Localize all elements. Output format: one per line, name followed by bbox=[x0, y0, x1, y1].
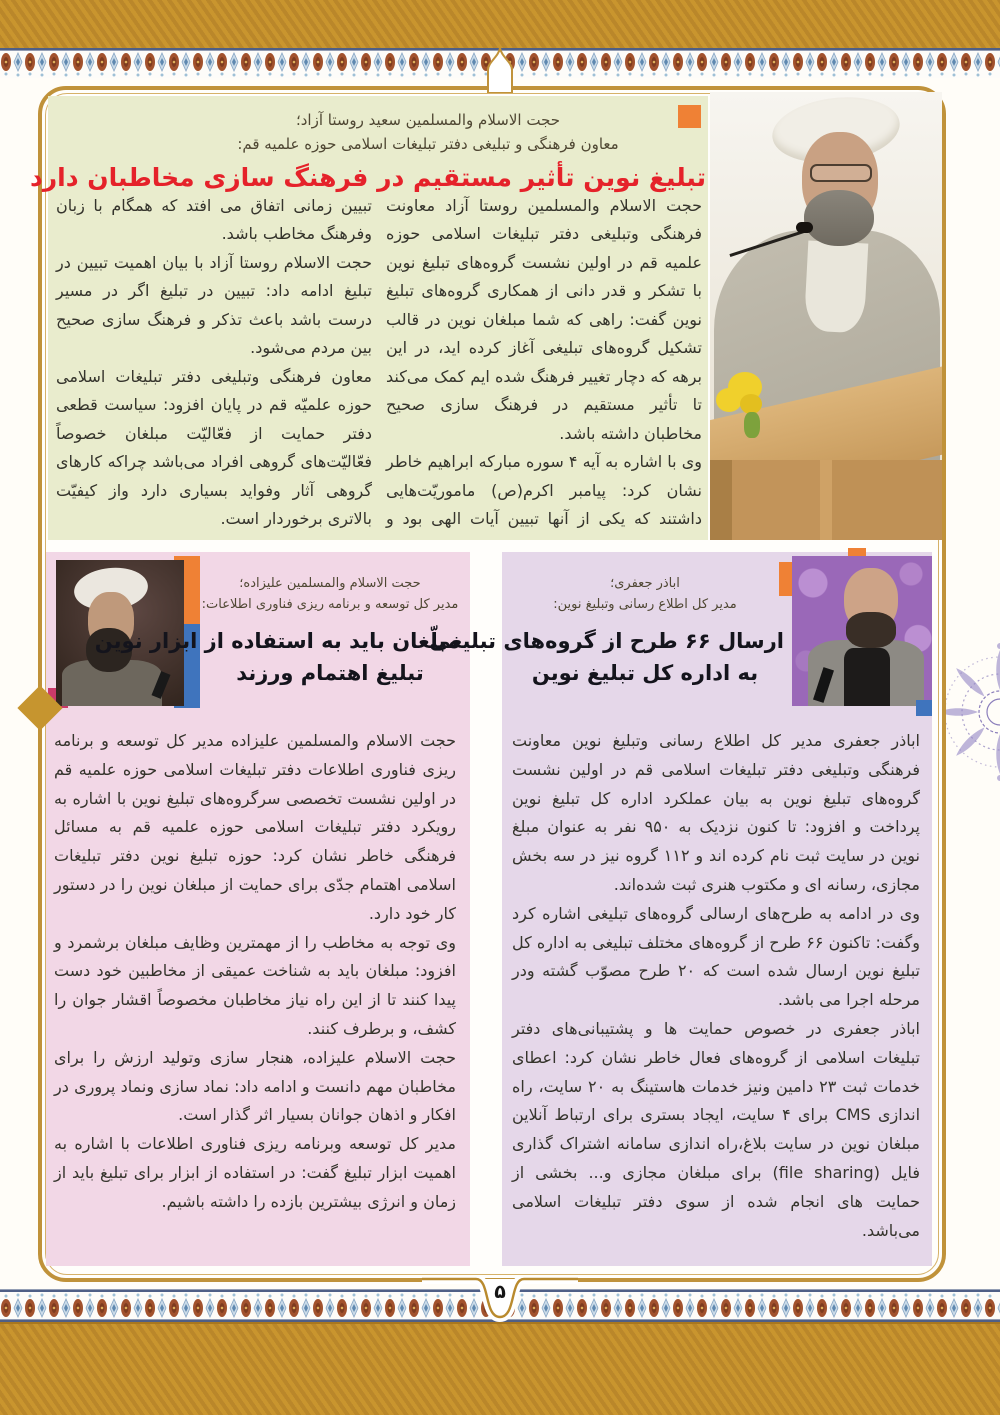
photo-beard bbox=[804, 190, 874, 246]
article-right-title-line1: ارسال ۶۶ طرح از گروه‌های تبلیغی bbox=[429, 628, 784, 653]
article-left-header bbox=[94, 574, 460, 690]
article-main-paragraph: وی با اشاره به آیه ۴ سوره مبارکه ابراهیم خاطر نشان کرد: پیامبر اکرم(ص) ماموریّت‌هایی داشتند که یکی از آنها تبیین آیات الهی بود و تبیین زمانی اتفاق می افتد که همگام با زبان وفرهنگ مخاطب باشد. bbox=[56, 196, 702, 529]
article-left-kicker1: حجت الاسلام والمسلمین علیزاده؛ bbox=[239, 576, 421, 591]
article-main-paragraph: حجت الاسلام روستا آزاد با بیان اهمیت تبیین در تبلیغ ادامه داد: تبیین در تبلیغ اگر در مسیر درست باشد باعث تذکر و فرهنگ سازی صحیح بین مردم می‌شود. bbox=[56, 252, 372, 358]
article-left-paragraph: حجت الاسلام علیزاده، هنجار سازی وتولید ارزش را برای مخاطبان مهم دانست و ادامه داد: نماد سازی ونماد پروری در افکار و اذهان جوانان بسیار اثر گذار است. bbox=[54, 1047, 456, 1125]
article-left-paragraph: حجت الاسلام والمسلمین علیزاده مدیر کل توسعه و برنامه ریزی فناوری اطلاعات دفتر تبلیغات اسلامی حوزه علمیه قم در اولین نشست تخصصی سرگروه‌های تبلیغ نوین با اشاره به رویکرد دفتر تبلیغات اسلامی حوزه علمیه قم به مسائل فرهنگی خاطر نشان کرد: حوزه تبلیغ نوین دفتر تبلیغات اسلامی اهتمام جدّی برای حمایت از مبلغان نوین را در دستور کار خود دارد. bbox=[54, 731, 456, 923]
article-right-paragraph: اباذر جعفری مدیر کل اطلاع رسانی وتبلیغ نوین معاونت فرهنگی وتبلیغی دفتر تبلیغات اسلامی قم در اولین نشست گروه‌های تبلیغ نوین به بیان عملکرد اداره کل تبلیغ نوین پرداخت و افزود: تا کنون نزدیک به ۹۵۰ نفر به عنوان مبلغ نوین در سایت ثبت نام کرده اند و ۱۱۲ گروه نیز در سه بخش مجازی، رسانه ای و مکتوب هنری ثبت شده‌اند. bbox=[512, 731, 921, 894]
frame-spire-icon bbox=[470, 47, 530, 93]
photo-shirt bbox=[804, 240, 869, 333]
article-right-body bbox=[512, 727, 920, 1245]
article-left-title-line1: مبلّغان باید به استفاده از ابزار نوین bbox=[94, 628, 460, 653]
bottom-gold-band bbox=[0, 1322, 1000, 1415]
article-left-paragraph: وی توجه به مخاطب را از مهمترین وظایف مبلغان برشمرد و افزود: مبلغان باید به شناخت عمیقی از مخاطبین خود دست پیدا کنند تا از این راه نیاز مخاطبان مخصوصاً اقشار جوان را کشف، و برطرف کنند. bbox=[54, 932, 456, 1038]
article-main-kicker2: معاون فرهنگی و تبلیغی دفتر تبلیغات اسلامی حوزه علمیه قم: bbox=[237, 135, 619, 153]
article-right-kicker2: مدیر کل اطلاع رسانی وتبلیغ نوین: bbox=[553, 596, 737, 612]
article-right-kicker1: اباذر جعفری؛ bbox=[610, 576, 680, 591]
article-left-paragraph: مدیر کل توسعه وبرنامه ریزی فناوری اطلاعات با اشاره به اهمیت ابزار تبلیغ گفت: در استفاده از ابزار برای تبلیغ باید از زمان و انرژی بیشترین بازده را داشته باشیم. bbox=[54, 1134, 456, 1211]
article-main-paragraph: معاون فرهنگی وتبلیغی دفتر تبلیغات اسلامی حوزه علمیّه قم در پایان افزود: سیاست قطعی دفتر حمایت از فعّالیّت مبلغان خصوصاً فعّالیّت‌های گروهی افراد می‌باشد چراکه کارهای گروهی آثار وفواید بسیاری دارد واز کیفیّت بالاتری برخوردار است. bbox=[56, 366, 372, 529]
photo-yellow-flower bbox=[714, 354, 784, 444]
article-left-kicker2: مدیر کل توسعه و برنامه ریزی فناوری اطلاعات: bbox=[201, 596, 459, 612]
top-gold-band bbox=[0, 0, 1000, 50]
article-main-paragraph: حجت الاسلام والمسلمین روستا آزاد معاونت فرهنگی وتبلیغی دفتر تبلیغات اسلامی حوزه علمیه قم در اولین نشست گروه‌های تبلیغ نوین با تشکر و قدر دانی از همکاری گروه‌های تبلیغ نوین گفت: راهی که شما مبلغان نوین در قالب تشکیل گروه‌های تبلیغی آغاز کرده اید، در این برهه که دچار تغییر فرهنگ شده ایم کمک می‌کند تا تأثیر مستقیم در فرهنگ سازی صحیح مخاطبان داشته باشد. bbox=[386, 196, 702, 443]
photo-cleric-at-podium bbox=[710, 92, 942, 540]
photo-glasses bbox=[810, 164, 872, 182]
photo-jafari bbox=[792, 556, 932, 706]
article-left-title-line2: تبلیغ اهتمام ورزند bbox=[236, 661, 424, 686]
article-main-header bbox=[29, 108, 706, 192]
photo-microphone bbox=[796, 222, 813, 233]
article-right-title-line2: به اداره کل تبلیغ نوین bbox=[531, 661, 759, 686]
article-right-header bbox=[429, 574, 784, 690]
article-main-kicker1: حجت الاسلام والمسلمین سعید روستا آزاد؛ bbox=[295, 111, 561, 129]
article-main-body bbox=[56, 192, 702, 540]
photo-beard bbox=[846, 612, 896, 648]
photo-shirt bbox=[844, 648, 890, 706]
article-main-title: تبلیغ نوین تأثیر مستقیم در فرهنگ سازی مخاطبان دارد bbox=[29, 163, 706, 192]
article-right-paragraph: اباذر جعفری در خصوص حمایت ها و پشتیبانی‌های دفتر تبلیغات اسلامی از گروه‌های فعال خاطر نشان کرد: اعطای خدمات ثبت ۲۳ دامین ونیز خدمات هاستینگ به ۲۰ سایت، راه اندازی CMS برای ۴ سایت، ایجاد بستری برای ارتباط آنلاین مبلغان نوین در سایت بلاغ،راه اندازی سامانه اشتراک گذاری فایل (file sharing) برای مبلغان مجازی و... بخشی از حمایت های انجام شده از سوی دفتر تبلیغات اسلامی می‌باشد. bbox=[512, 1018, 921, 1240]
article-left-body bbox=[54, 727, 456, 1217]
article-right-paragraph: وی در ادامه به طرح‌های ارسالی گروه‌های تبلیغی اشاره کرد وگفت: تاکنون ۶۶ طرح از گروه‌های مختلف تبلیغی به اداره کل تبلیغ نوین ارسال شده است که ۲۰ طرح مصوّب گشته ودر مرحله اجرا می باشد. bbox=[512, 903, 921, 1010]
photo-podium-front bbox=[710, 460, 942, 540]
page-number: ۵ bbox=[494, 1281, 506, 1303]
accent-square-blue-right bbox=[916, 700, 932, 716]
